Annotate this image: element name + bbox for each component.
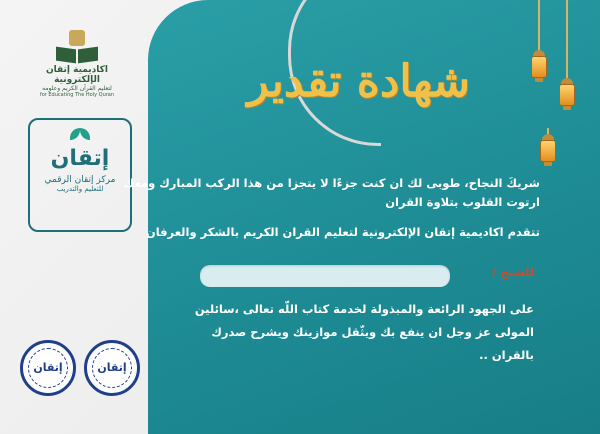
- book-icon: [56, 30, 98, 62]
- academy-sub: لتعليم القرآن الكريم وعلومه: [42, 85, 112, 92]
- center-word: إتقان: [50, 146, 110, 171]
- lantern-icon: [531, 0, 547, 82]
- seal-word: إتقان: [97, 361, 127, 374]
- seal-word: إتقان: [33, 361, 63, 374]
- lantern-icon: [540, 128, 556, 166]
- center-line2: للتعليم والتدريب: [56, 185, 104, 193]
- seal-stamp-1: [20, 340, 76, 396]
- sheikh-label: للشيخ /: [492, 265, 534, 279]
- academy-line: تتقدم اكاديمية إتقان الإلكترونية لتعليم القران الكريم بالشكر والعرفان: [145, 225, 540, 239]
- seal-stamp-2: [84, 340, 140, 396]
- closing-text: على الجهود الرائعة والمبذولة لخدمة كتاب اللّه تعالى ،سائلين المولى عز وجل ان ينفع بك ويثّقل موازينك ويشرح صدرك بالقران ..: [194, 302, 534, 362]
- center-line1: مركز إتقان الرقمي: [44, 175, 116, 185]
- academy-logo: [22, 30, 132, 98]
- certificate-title: شهادة تقدير: [247, 56, 470, 107]
- leaf-icon: [70, 128, 90, 142]
- sheikh-name-input[interactable]: [200, 265, 450, 287]
- lantern-icon: [559, 0, 575, 110]
- academy-en: for Educating The Holy Quran: [39, 92, 115, 98]
- academy-name: اكاديمية إتقان الإلكترونية: [46, 65, 108, 85]
- intro-text: شريكَ النجاح، طوبى لك ان كنت جزءًا لا يتجزا من هذا الركب المبارك ومعك ارتوت القلوب بتلاوة القران: [123, 176, 540, 209]
